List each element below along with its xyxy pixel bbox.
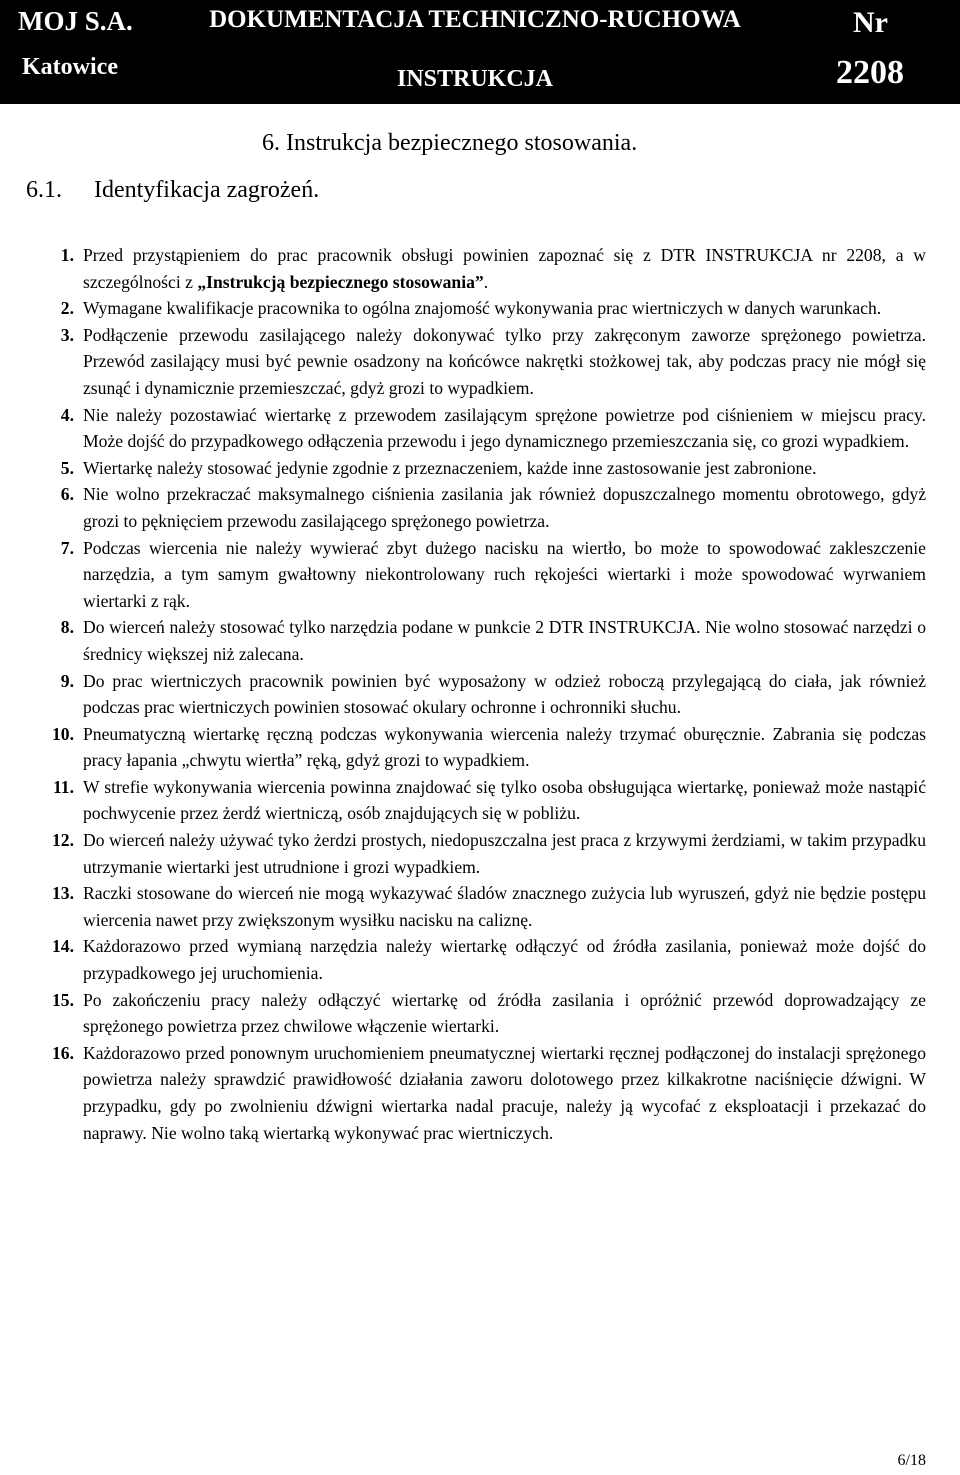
list-item-text: Przed przystąpieniem do prac pracownik obsługi powinien zapoznać się z DTR INSTRUKCJA nr 2208, a w szczególności z [83,245,926,292]
list-item-number: 15. [52,989,74,1010]
list-item-number: 12. [52,830,74,851]
list-item-text: Podczas wiercenia nie należy wywierać zbyt dużego nacisku na wiertło, bo może to spowodować zakleszczenie narzędzia, a tym samym gwałtowny niekontrolowany ruch rękojeści wiertarki i może spowodować wyrwaniem wiertarki z rąk. [83,537,926,611]
list-item-text: Podłączenie przewodu zasilającego należy dokonywać tylko przy zakręconym zaworze sprężonego powietrza. Przewód zasilający musi być pewnie osadzony na końcówce nakrętki stożkowej tak, aby podczas pracy nie mógł się zsunąć i dynamicznie przemieszczać, gdyż grozi to wypadkiem. [83,324,926,398]
list-item-text: W strefie wykonywania wiercenia powinna znajdować się tylko osoba obsługująca wiertarkę, ponieważ może nastąpić pochwycenie przez żerdź wiertniczą, osób znajdujących się w pobliżu. [83,776,926,824]
list-item [34,614,926,667]
list-item [34,668,926,721]
list-item [34,455,926,482]
list-item-number: 8. [60,617,74,638]
document-number-label: Nr [853,6,888,39]
list-item-number: 3. [60,324,74,345]
list-item-number: 10. [52,723,74,744]
subsection-heading [26,177,319,204]
list-item-text: Do prac wiertniczych pracownik powinien być wyposażony w odzież roboczą przylegającą do ciała, jak również podczas prac wiertniczych powinien stosować okulary ochronne i ochronniki słuchu. [83,670,926,718]
list-item-number: 11. [52,776,74,797]
list-item-tail: . [483,271,489,292]
list-item-text: Nie należy pozostawiać wiertarkę z przewodem zasilającym sprężone powietrze pod ciśnieniem w miejscu pracy. Może dojść do przypadkowego odłączenia przewodu i jego dynamicznego przemieszczania się, co grozi wypadkiem. [83,404,926,452]
hazard-list [34,242,926,1146]
list-item [34,322,926,402]
section-title: 6. Instrukcja bezpiecznego stosowania. [262,130,638,156]
list-item [34,987,926,1040]
list-item [34,402,926,455]
list-item [34,721,926,774]
list-item-number: 6. [60,484,74,505]
list-item-emphasis: „Instrukcją bezpiecznego stosowania” [197,271,484,292]
list-item-number: 13. [52,883,74,904]
list-item-number: 1. [60,245,74,265]
list-item-number: 16. [52,1042,74,1063]
list-item-text: Wiertarkę należy stosować jedynie zgodnie z przeznaczeniem, każde inne zastosowanie jest zabronione. [83,457,817,478]
list-item-text: Wymagane kwalifikacje pracownika to ogólna znajomość wykonywania prac wiertniczych w danych warunkach. [83,298,882,319]
list-item-text: Każdorazowo przed wymianą narzędzia należy wiertarkę odłączyć od źródła zasilania, ponieważ może dojść do przypadkowego jej uruchomienia. [83,936,926,984]
list-item [34,827,926,880]
list-item [34,1040,926,1146]
list-item-text: Po zakończeniu pracy należy odłączyć wiertarkę od źródła zasilania i opróżnić przewód doprowadzający ze sprężonego powietrza przez chwilowe włączenie wiertarki. [83,989,926,1037]
list-item-number: 7. [60,537,74,558]
list-item [34,295,926,322]
list-item-number: 14. [52,936,74,957]
company-name: MOJ S.A. [18,6,133,36]
list-item-text: Pneumatyczną wiertarkę ręczną podczas wykonywania wiercenia należy trzymać oburęcznie. Zabrania się podczas pracy łapania „chwytu wiertła” ręką, gdyż grozi to wypadkiem. [83,723,926,771]
document-title: DOKUMENTACJA TECHNICZNO-RUCHOWA [209,6,741,33]
list-item-number: 9. [60,670,74,691]
list-item-text: Nie wolno przekraczać maksymalnego ciśnienia zasilania jak również dopuszczalnego momentu obrotowego, gdyż grozi to pęknięciem przewodu zasilającego sprężonego powietrza. [83,484,926,531]
list-item-number: 5. [60,457,74,478]
subsection-number: 6.1. [26,177,62,203]
list-item [34,481,926,534]
list-item-number: 2. [60,298,74,319]
list-item [34,880,926,933]
document-type: INSTRUKCJA [396,66,554,92]
list-item-number: 4. [60,404,74,425]
list-item-text: Każdorazowo przed ponownym uruchomieniem pneumatycznej wiertarki ręcznej podłączonej do instalacji sprężonego powietrza należy sprawdzić prawidłowość działania zaworu dolotowego przez kilkakrotne naciśnięcie dźwigni. W przypadku, gdy po zwolnieniu dźwigni wiertarka nadal pracuje, należy ją wycofać z eksploatacji i przekazać do naprawy. Nie wolno taką wiertarką wykonywać prac wiertniczych. [83,1042,926,1143]
list-item-text: Raczki stosowane do wierceń nie mogą wykazywać śladów znacznego zużycia lub wyruszeń, gdyż nie będzie postępu wiercenia nawet przy zwiększonym wysiłku nacisku na caliznę. [83,883,926,930]
list-item [34,242,926,295]
document-header [0,0,960,104]
document-number: 2208 [836,54,904,91]
list-item [34,774,926,827]
list-item [34,535,926,615]
list-item-text: Do wierceń należy stosować tylko narzędzia podane w punkcie 2 DTR INSTRUKCJA. Nie wolno stosować narzędzi o średnicy większej niż zalecana. [83,617,926,664]
list-item-text: Do wierceń należy używać tyko żerdzi prostych, niedopuszczalna jest praca z krzywymi żerdziami, w takim przypadku utrzymanie wiertarki jest utrudnione i grozi wypadkiem. [83,830,926,877]
company-city: Katowice [22,54,118,80]
list-item [34,933,926,986]
subsection-title: Identyfikacja zagrożeń. [94,177,320,203]
page-number: 6/18 [897,1452,926,1469]
